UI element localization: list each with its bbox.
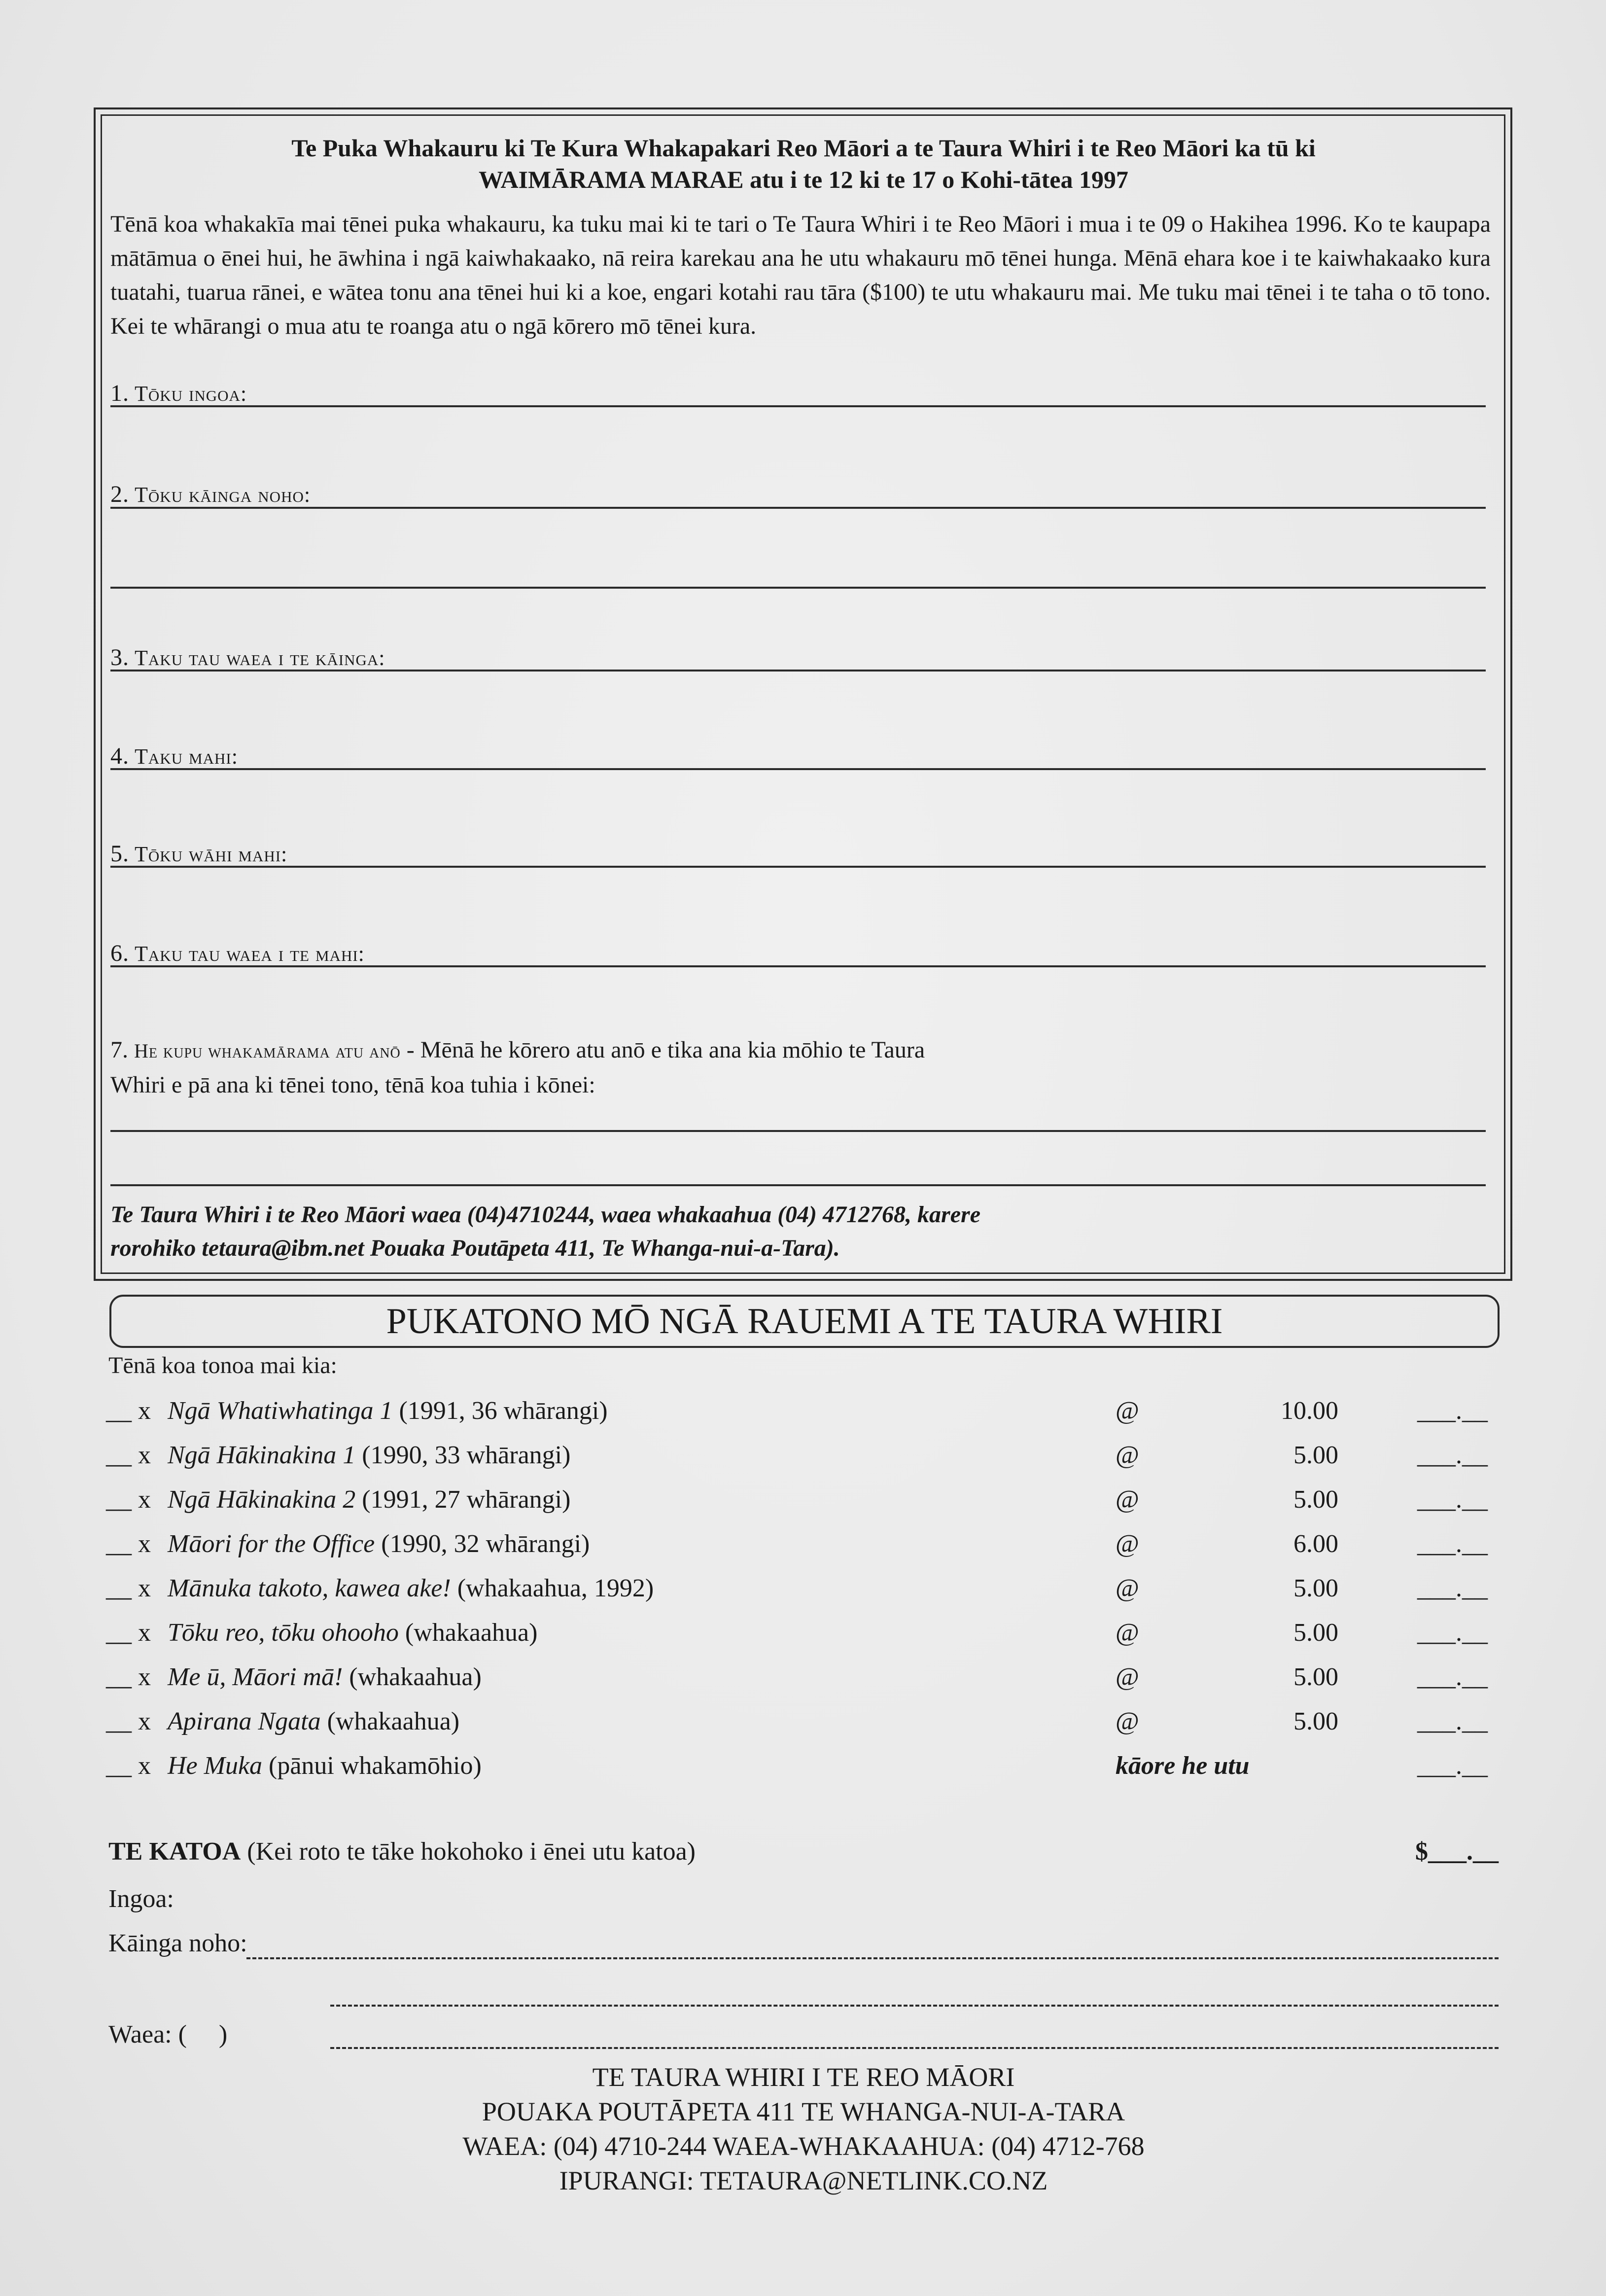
order-address-input-line-1[interactable] xyxy=(246,1957,1499,1959)
footer-line4: IPURANGI: TETAURA@NETLINK.CO.NZ xyxy=(559,2166,1048,2195)
field-number: 4. xyxy=(110,743,129,769)
field-address xyxy=(110,481,1486,508)
field-workplace xyxy=(110,840,1486,867)
field-work-phone xyxy=(110,940,1486,967)
item-price: 5.00 xyxy=(1293,1663,1338,1691)
item-title-details: (1991, 27 whārangi) xyxy=(355,1485,571,1514)
field-number: 5. xyxy=(110,841,129,867)
field-number: 6. xyxy=(110,940,129,966)
order-item-row xyxy=(106,1396,1511,1431)
item-title-details: (1990, 33 whārangi) xyxy=(355,1441,571,1469)
at-symbol: @ xyxy=(1116,1574,1139,1602)
field-number: 7. xyxy=(110,1037,128,1063)
item-title xyxy=(168,1618,537,1647)
field-label: Taku tau waea i te kāinga: xyxy=(135,646,385,670)
item-title-italic: Me ū, Māori mā! xyxy=(168,1663,343,1691)
form-title xyxy=(104,132,1503,195)
item-title-italic: Mānuka takoto, kawea ake! xyxy=(168,1574,451,1602)
at-symbol: @ xyxy=(1116,1619,1139,1647)
item-title xyxy=(168,1707,459,1736)
item-price: 5.00 xyxy=(1293,1619,1338,1647)
item-title-italic: Ngā Whatiwhatinga 1 xyxy=(168,1397,393,1425)
home-phone-input-line[interactable] xyxy=(110,670,1486,671)
footer-line1: TE TAURA WHIRI I TE REO MĀORI xyxy=(592,2062,1015,2092)
order-phone-input-line[interactable] xyxy=(330,2047,1499,2049)
order-form-title: PUKATONO MŌ NGĀ RAUEMI A TE TAURA WHIRI xyxy=(109,1295,1500,1348)
at-symbol: @ xyxy=(1116,1530,1139,1558)
name-input-line[interactable] xyxy=(110,405,1486,407)
quantity-field[interactable]: __ x xyxy=(106,1663,151,1691)
contact-note-line1: Te Taura Whiri i te Reo Māori waea (04)4710244, waea whakaahua (04) 4712768, karere xyxy=(110,1201,981,1228)
order-item-row xyxy=(106,1574,1511,1608)
quantity-field[interactable]: __ x xyxy=(106,1619,151,1647)
item-title-details: (whakaahua) xyxy=(343,1663,482,1691)
field-additional-info xyxy=(110,1033,1293,1102)
item-title xyxy=(168,1441,570,1470)
item-no-charge: kāore he utu xyxy=(1116,1752,1250,1780)
order-item-row xyxy=(106,1485,1511,1519)
quantity-field[interactable]: __ x xyxy=(106,1485,151,1514)
item-title-italic: Ngā Hākinakina 1 xyxy=(168,1441,356,1469)
item-title-details: (whakaahua) xyxy=(320,1707,460,1735)
item-title xyxy=(168,1574,654,1603)
field-label: Tōku kāinga noho: xyxy=(135,483,311,507)
additional-info-input-line-2[interactable] xyxy=(110,1184,1486,1186)
order-address-input-line-2[interactable] xyxy=(330,2005,1499,2007)
subtotal-field[interactable]: ___.__ xyxy=(1417,1663,1488,1691)
item-title-italic: Apirana Ngata xyxy=(168,1707,321,1735)
field-label: Taku tau waea i te mahi: xyxy=(135,942,365,966)
order-address-label: Kāinga noho: xyxy=(108,1929,247,1957)
subtotal-field[interactable]: ___.__ xyxy=(1417,1441,1488,1469)
item-title-details: (1990, 32 whārangi) xyxy=(375,1530,590,1558)
quantity-field[interactable]: __ x xyxy=(106,1574,151,1602)
order-total xyxy=(108,1837,1499,1866)
item-price: 5.00 xyxy=(1293,1485,1338,1514)
subtotal-field[interactable]: ___.__ xyxy=(1417,1574,1488,1602)
item-title-italic: Māori for the Office xyxy=(168,1530,375,1558)
item-price: 5.00 xyxy=(1293,1441,1338,1469)
total-note: (Kei roto te tāke hokohoko i ēnei utu katoa) xyxy=(241,1837,696,1866)
workplace-input-line[interactable] xyxy=(110,866,1486,868)
additional-info-input-line-1[interactable] xyxy=(110,1130,1486,1132)
item-title-details: (whakaahua) xyxy=(398,1619,538,1647)
quantity-field[interactable]: __ x xyxy=(106,1441,151,1469)
field-number: 3. xyxy=(110,644,129,671)
item-title xyxy=(168,1529,590,1558)
field-label: Tōku ingoa: xyxy=(135,382,247,406)
order-intro: Tēnā koa tonoa mai kia: xyxy=(108,1352,337,1378)
form-intro: Tēnā koa whakakīa mai tēnei puka whakauru, ka tuku mai ki te tari o Te Taura Whiri i te Reo Māori i mua i te 09 o Hakihea 1996. Ko te kaupapa mātāmua o ēnei hui, he āwhina i ngā kaiwhakaako, nā reira karekau ana he utu whakauru mō tēnei hunga. Mēnā ehara koe i te kaiwhakaako kura tuatahi, tuarua rānei, e wātea tonu ana tēnei hui ki a koe, engari kotahi rau tāra ($100) te utu whakauru mai. Me tuku mai tēnei i te taha o tō tono. Kei te whārangi o mua atu te roanga atu o ngā kōrero mō tēnei kura. xyxy=(110,211,1491,339)
order-item-row xyxy=(106,1707,1511,1741)
field-description: - Mēnā he kōrero atu anō e tika ana kia mōhio te Taura xyxy=(400,1037,925,1063)
footer-address xyxy=(345,2060,1262,2198)
contact-note xyxy=(110,1198,1392,1265)
field-home-phone xyxy=(110,644,1486,671)
item-title xyxy=(168,1662,482,1692)
address-input-line-2[interactable] xyxy=(110,587,1486,589)
item-title-details: (1991, 36 whārangi) xyxy=(392,1397,608,1425)
item-title xyxy=(168,1485,570,1514)
order-item-row xyxy=(106,1441,1511,1475)
field-label: Tōku wāhi mahi: xyxy=(135,842,288,866)
subtotal-field[interactable]: ___.__ xyxy=(1417,1530,1488,1558)
item-price: 6.00 xyxy=(1293,1530,1338,1558)
subtotal-field[interactable]: ___.__ xyxy=(1417,1752,1488,1780)
subtotal-field[interactable]: ___.__ xyxy=(1417,1397,1488,1425)
at-symbol: @ xyxy=(1116,1397,1139,1425)
quantity-field[interactable]: __ x xyxy=(106,1530,151,1558)
item-title-italic: Ngā Hākinakina 2 xyxy=(168,1485,356,1514)
work-phone-input-line[interactable] xyxy=(110,965,1486,967)
field-occupation xyxy=(110,742,1486,770)
order-phone-label: Waea: ( ) xyxy=(108,2020,228,2049)
field-description-line2: Whiri e pā ana ki tēnei tono, tēnā koa tuhia i kōnei: xyxy=(110,1072,595,1098)
contact-note-line2: rorohiko tetaura@ibm.net Pouaka Poutāpeta 411, Te Whanga-nui-a-Tara). xyxy=(110,1235,840,1261)
occupation-input-line[interactable] xyxy=(110,768,1486,770)
item-price: 10.00 xyxy=(1281,1397,1338,1425)
form-title-line1: Te Puka Whakauru ki Te Kura Whakapakari Reo Māori a te Taura Whiri i te Reo Māori ka tū ki xyxy=(291,134,1316,162)
item-title xyxy=(168,1396,608,1425)
field-number: 2. xyxy=(110,481,129,507)
at-symbol: @ xyxy=(1116,1441,1139,1469)
item-title xyxy=(168,1751,482,1780)
item-title-italic: He Muka xyxy=(168,1752,263,1780)
field-label: Taku mahi: xyxy=(135,744,238,769)
item-price: 5.00 xyxy=(1293,1707,1338,1735)
quantity-field[interactable]: __ x xyxy=(106,1397,151,1425)
address-input-line-1[interactable] xyxy=(110,507,1486,509)
quantity-field[interactable]: __ x xyxy=(106,1752,151,1780)
item-title-details: (whakaahua, 1992) xyxy=(451,1574,654,1602)
total-label: TE KATOA xyxy=(108,1837,241,1866)
item-price: 5.00 xyxy=(1293,1574,1338,1602)
total-amount-field[interactable]: $___.__ xyxy=(1415,1837,1499,1866)
order-item-row xyxy=(106,1662,1511,1697)
field-number: 1. xyxy=(110,380,129,406)
item-title-details: (pānui whakamōhio) xyxy=(262,1752,482,1780)
order-name-label: Ingoa: xyxy=(108,1885,174,1913)
field-name xyxy=(110,380,1486,407)
field-label: He kupu whakamārama atu anō xyxy=(134,1040,401,1062)
at-symbol: @ xyxy=(1116,1663,1139,1691)
subtotal-field[interactable]: ___.__ xyxy=(1417,1619,1488,1647)
quantity-field[interactable]: __ x xyxy=(106,1707,151,1735)
item-title-italic: Tōku reo, tōku ohooho xyxy=(168,1619,399,1647)
footer-line2: POUAKA POUTĀPETA 411 TE WHANGA-NUI-A-TARA xyxy=(482,2097,1125,2126)
at-symbol: @ xyxy=(1116,1485,1139,1514)
order-item-row xyxy=(106,1618,1511,1653)
order-item-row xyxy=(106,1751,1511,1786)
footer-line3: WAEA: (04) 4710-244 WAEA-WHAKAAHUA: (04) 4712-768 xyxy=(462,2131,1145,2161)
form-title-line2: WAIMĀRAMA MARAE atu i te 12 ki te 17 o Kohi-tātea 1997 xyxy=(479,166,1128,193)
subtotal-field[interactable]: ___.__ xyxy=(1417,1707,1488,1735)
at-symbol: @ xyxy=(1116,1707,1139,1735)
order-item-row xyxy=(106,1529,1511,1564)
subtotal-field[interactable]: ___.__ xyxy=(1417,1485,1488,1514)
